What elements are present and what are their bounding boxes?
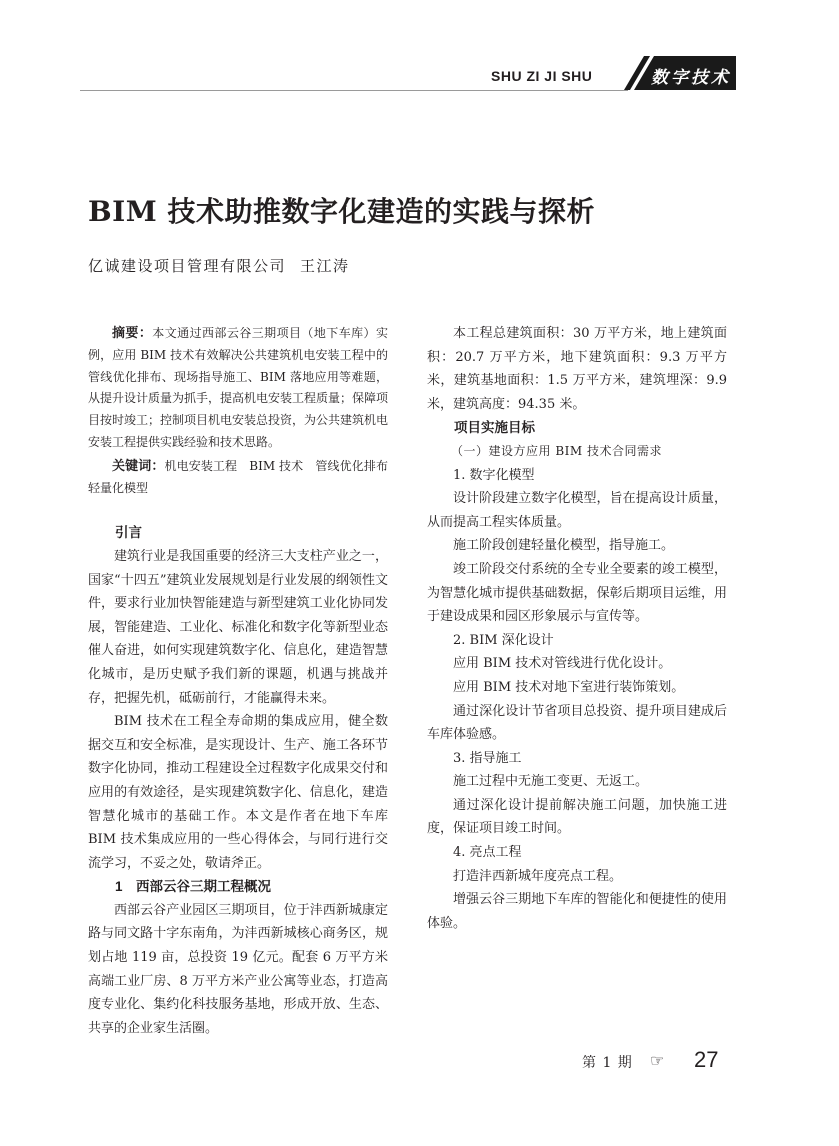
abstract	[88, 322, 388, 454]
item2-paragraph-2: 应用 BIM 技术对地下室进行装饰策划。	[453, 679, 685, 695]
abstract-text: 本文通过西部云谷三期项目（地下车库）实例，应用 BIM 技术有效解决公共建筑机电安装工程中的管线优化排布、现场指导施工、BIM 落地应用等难题，从提升设计质量为抓手，提高机电安装工程质量；保障项目按时竣工；控制项目机电安装总投资，为公共建筑机电安装工程提供实践经验和技术思路。	[88, 326, 389, 449]
organization: 亿诚建设项目管理有限公司	[88, 257, 287, 275]
item3-paragraph-1: 施工过程中无施工变更、无返工。	[453, 774, 649, 790]
intro-paragraph-2: BIM 技术在工程全寿命期的集成应用，健全数据交互和安全标准，是实现设计、生产、施工各环节数字化协同，推动工程建设全过程数字化成果交付和应用的有效途径，是实现建筑数字化、信息化，建造智慧化城市的基础工作。本文是作者在地下车库 BIM 技术集成应用的一些心得体会，与同行进行交流学习，不妥之处，敬请斧正。	[88, 714, 388, 871]
page-footer	[582, 1049, 742, 1073]
item4-paragraph-1: 打造沣西新城年度亮点工程。	[453, 868, 623, 884]
byline	[88, 255, 488, 276]
article-title: BIM 技术助推数字化建造的实践与探析	[88, 195, 596, 228]
keywords	[88, 455, 400, 500]
author: 王江涛	[300, 257, 350, 275]
left-column	[88, 322, 400, 1040]
item1-paragraph-1: 设计阶段建立数字化模型，旨在提高设计质量，从而提高工程实体质量。	[427, 491, 727, 530]
section-tab	[624, 56, 736, 90]
section1-heading: 1 西部云谷三期工程概况	[115, 879, 272, 895]
abstract-label: 摘要：	[112, 325, 153, 340]
header-divider	[80, 90, 628, 91]
right-column	[427, 322, 727, 935]
item3-paragraph-2: 通过深化设计提前解决施工问题，加快施工进度，保证项目竣工时间。	[427, 797, 727, 837]
section-label: 数字技术	[651, 68, 731, 87]
goals-heading: 项目实施目标	[454, 420, 535, 436]
item2-title: 2. BIM 深化设计	[453, 632, 554, 648]
keywords-label: 关键词：	[112, 457, 165, 473]
item1-paragraph-2: 施工阶段创建轻量化模型，指导施工。	[453, 538, 675, 554]
item2-paragraph-3: 通过深化设计节省项目总投资、提升项目建成后车库体验感。	[427, 703, 727, 743]
page-number: 27	[694, 1047, 719, 1072]
intro-paragraph-1: 建筑行业是我国重要的经济三大支柱产业之一，国家“十四五”建筑业发展规划是行业发展的纲领性文件，要求行业加快智能建造与新型建筑工业化协同发展，智能建造、工业化、标准化和数字化等新型业态催人奋进，如何实现建筑数字化、信息化，建造智慧化城市，是历史赋予我们新的课题，机遇与挑战并存，把握先机，砥砺前行，才能赢得未来。	[88, 548, 388, 706]
header-pinyin: SHU ZI JI SHU	[491, 68, 593, 84]
item4-paragraph-2: 增强云谷三期地下车库的智能化和便捷性的使用体验。	[427, 892, 727, 931]
item1-paragraph-3: 竣工阶段交付系统的全专业全要素的竣工模型，为智慧化城市提供基础数据，保彰后期项目运维，用于建设成果和园区形象展示与宣传等。	[427, 561, 727, 625]
item2-paragraph-1: 应用 BIM 技术对管线进行优化设计。	[453, 656, 672, 672]
item1-title: 1. 数字化模型	[453, 467, 535, 483]
section1-paragraph-1: 西部云谷产业园区三期项目，位于沣西新城康定路与同文路十字东南角，为沣西新城核心商务区，规划占地 119 亩，总投资 19 亿元。配套 6 万平方米高端工业厂房、8 万平方米产业公寓等业态，打造高度专业化、集约化科技服务基地，形成开放、生态、共享的企业家生活圈。	[88, 902, 388, 1036]
pointing-hand-icon: ☞	[650, 1051, 665, 1070]
section1-paragraph-2: 本工程总建筑面积：30 万平方米，地上建筑面积：20.7 万平方米，地下建筑面积：9.3 万平方米，建筑基地面积：1.5 万平方米，建筑埋深：9.9 米，建筑高度：94.35 米。	[427, 326, 727, 412]
keywords-text: 机电安装工程 BIM 技术 管线优化排布 轻量化模型	[88, 458, 400, 495]
intro-heading: 引言	[115, 525, 142, 541]
issue-number: 第 1 期	[582, 1055, 633, 1071]
item3-title: 3. 指导施工	[453, 750, 522, 766]
item4-title: 4. 亮点工程	[453, 845, 522, 861]
goals-subheading: （一）建设方应用 BIM 技术合同需求	[451, 443, 662, 458]
